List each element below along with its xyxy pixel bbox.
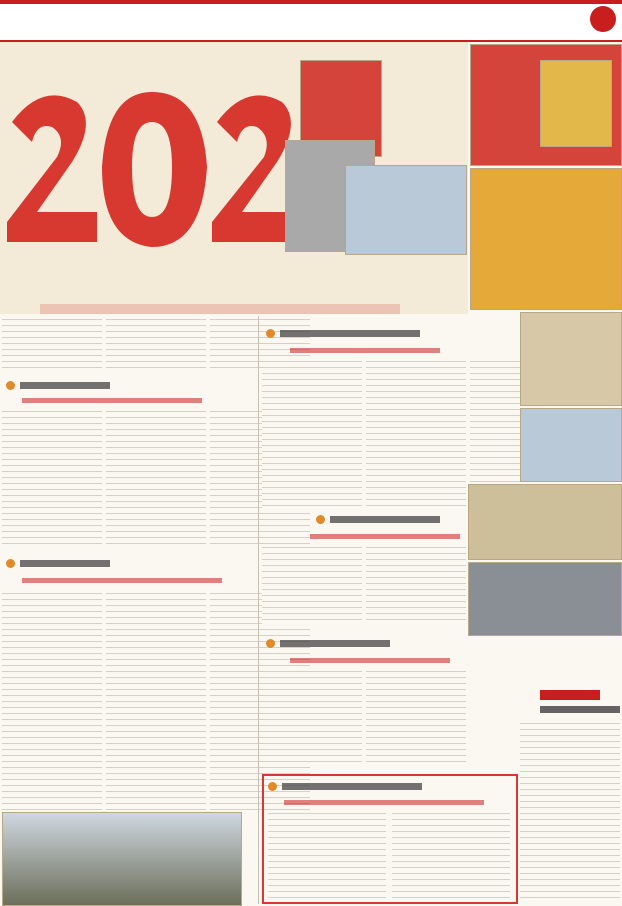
section-rural-road [2, 556, 162, 572]
section-byline [290, 658, 450, 663]
section-byline [22, 398, 202, 403]
section-body-col2 [366, 544, 466, 624]
intro-text-col1 [2, 316, 102, 372]
section-byline [284, 800, 484, 805]
bridge-construction-photo [520, 312, 622, 406]
road-work-photo [520, 408, 622, 482]
big-year-graphic [2, 82, 302, 252]
night-work-photo [468, 562, 622, 636]
section-icon [6, 559, 15, 568]
section-title [282, 783, 422, 790]
section-body-col1 [2, 408, 102, 548]
section-body-col1 [2, 590, 102, 810]
section-byline [310, 534, 460, 539]
section-body-col1 [262, 668, 362, 766]
sidebar-title [540, 706, 620, 713]
intro-text-col2 [106, 316, 206, 372]
mountain-road-photo [2, 812, 242, 906]
section-icon [266, 639, 275, 648]
section-title [20, 382, 110, 389]
section-beautiful-home [2, 378, 162, 394]
section-striving-power [262, 326, 462, 342]
section-body-col2 [366, 668, 466, 766]
worker-with-couplet-photo [540, 60, 612, 147]
column-divider [258, 316, 259, 904]
sidebar-body [520, 720, 620, 900]
newspaper-seal-icon [590, 6, 616, 32]
section-body-col2 [392, 810, 510, 898]
section-body-col2 [366, 358, 466, 508]
section-icon [266, 329, 275, 338]
section-byline [22, 578, 222, 583]
hero-slogan-band [40, 304, 400, 314]
masthead [0, 0, 622, 42]
section-byline [290, 348, 440, 353]
section-title [280, 640, 390, 647]
section-painting-picture [262, 636, 462, 652]
masthead-rule [0, 0, 622, 4]
section-title [20, 560, 110, 567]
worker-in-vest-photo [345, 165, 467, 255]
section-icon [268, 782, 277, 791]
sidebar-header [540, 690, 600, 700]
section-body-col2 [106, 408, 206, 548]
section-body-col1 [262, 358, 362, 508]
boxed-article [262, 774, 518, 904]
section-title [280, 330, 420, 337]
worker-inspection-photo [468, 484, 622, 560]
worker-helmet-portrait-photo [470, 168, 622, 310]
section-body-col2 [106, 590, 206, 810]
section-body-col1 [268, 810, 386, 898]
section-body-col1 [262, 544, 362, 624]
section-icon [316, 515, 325, 524]
section-icon [6, 381, 15, 390]
section-title [330, 516, 440, 523]
